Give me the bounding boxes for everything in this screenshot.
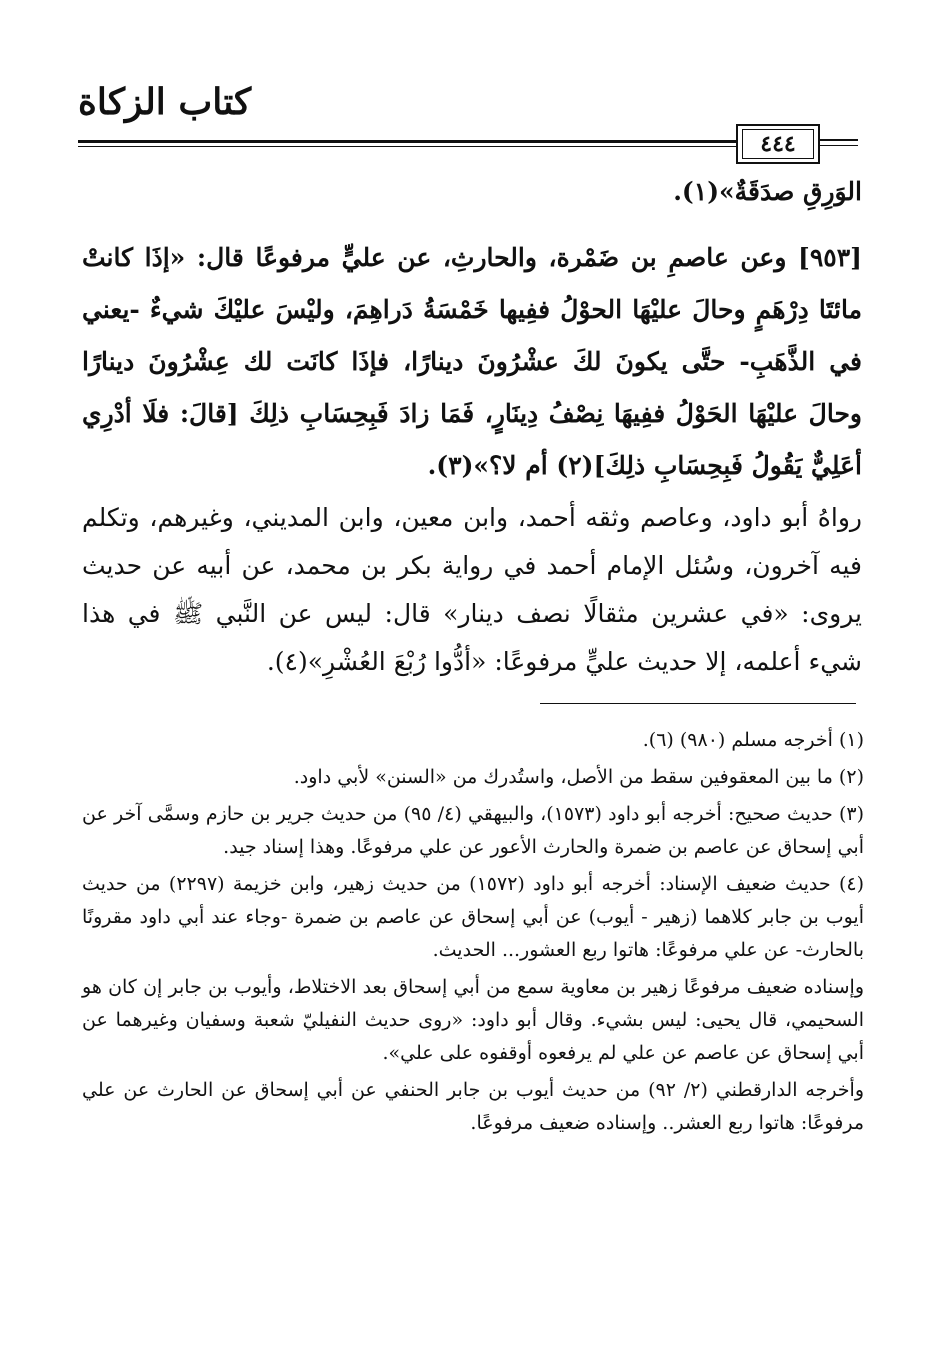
footnote-4-continuation: وإسناده ضعيف مرفوعًا زهير بن معاوية سمع من أبي إسحاق بعد الاختلاط، وأيوب بن جابر إن كان هو السحيمي، قال يحيى: ليس بشيء. وقال أبو داود: «روى حديث النفيليّ شعبة وسفيان وغيرهما عن أبي إسحاق عن عاصم عن علي لم يرفعوه أوقفوه على علي». (82, 976, 864, 1064)
narration-paragraph: رواهُ أبو داود، وعاصم وثقه أحمد، وابن معين، وابن المديني، وغيرهم، وتكلم فيه آخرون، وسُئل الإمام أحمد في رواية بكر بن محمد، عن أبيه عن حديث يروى: «في عشرين مثقالًا نصف دينار» قال: ليس عن النَّبي ﷺ في هذا شيء أعلمه، إلا حديث عليٍّ مرفوعًا: «أدُّوا رُبْعَ العُشْرِ»(٤). (82, 503, 862, 676)
page-number: ٤٤٤ (760, 131, 796, 157)
footnote-3: (٣) حديث صحيح: أخرجه أبو داود (١٥٧٣)، والبيهقي (٤/ ٩٥) من حديث جرير بن حازم وسمَّى آخر عن أبي إسحاق عن عاصم بن ضمرة والحارث الأعور عن علي مرفوعًا. وهذا إسناد جيد. (82, 803, 864, 858)
header-tail-rule-thin (818, 145, 858, 146)
book-title: كتاب الزكاة (78, 81, 252, 123)
hadith-text: وعن عاصمِ بن ضَمْرة، والحارثِ، عن عليٍّ مرفوعًا قال: «إذَا كانتْ مائتَا دِرْهَمٍ وحالَ عليْهَا الحوْلُ ففِيها خَمْسَةُ دَراهِمَ، وليْسَ عليْكَ شيءٌ -يعني في الذَّهَبِ- حتَّى يكونَ لكَ عشْرُونَ دينارًا، فإذَا كانَت لك عِشْرُونَ دينارًا وحالَ عليْهَا الحَوْلُ ففِيهَا نِصْفُ دِينَارٍ، فَمَا زادَ فَبِحِسَابِ ذلِكَ [قالَ: فلَا أدْرِي أعَلِيٌّ يَقُولُ فَبِحِسَابِ ذلِكَ](٢) أم لا؟»(٣). (82, 243, 862, 480)
header-rule-thin (78, 146, 736, 147)
footnotes (82, 724, 864, 1144)
footnote-separator (540, 703, 856, 704)
footnote-4-daraqutni: وأخرجه الدارقطني (٢/ ٩٢) من حديث أيوب بن جابر الحنفي عن أبي إسحاق عن الحارث عن علي مرفوعًا: هاتوا ربع العشر.. وإسناده ضعيف مرفوعًا. (82, 1079, 865, 1134)
footnote-2: (٢) ما بين المعقوفين سقط من الأصل، واستُدرك من «السنن» لأبي داود. (293, 766, 864, 788)
hadith-number: [٩٥٣] (798, 243, 862, 272)
footnote-1: (١) أخرجه مسلم (٩٨٠) (٦). (642, 729, 864, 751)
continuation-line: الوَرِقِ صدَقَةٌ»(١). (673, 177, 862, 206)
footnote-4: (٤) حديث ضعيف الإسناد: أخرجه أبو داود (١٥٧٢) من حديث زهير، وابن خزيمة (٢٢٩٧) من حديث أيوب بن جابر كلاهما (زهير - أيوب) عن أبي إسحاق عن عاصم بن ضمرة -وجاء عند أبي داود مقرونًا بالحارث- عن علي مرفوعًا: هاتوا ربع العشور... الحديث. (82, 873, 864, 961)
hadith-paragraph (82, 232, 862, 492)
header-tail-rule (818, 139, 858, 141)
page-number-box (736, 124, 820, 164)
header-rule (78, 140, 736, 143)
